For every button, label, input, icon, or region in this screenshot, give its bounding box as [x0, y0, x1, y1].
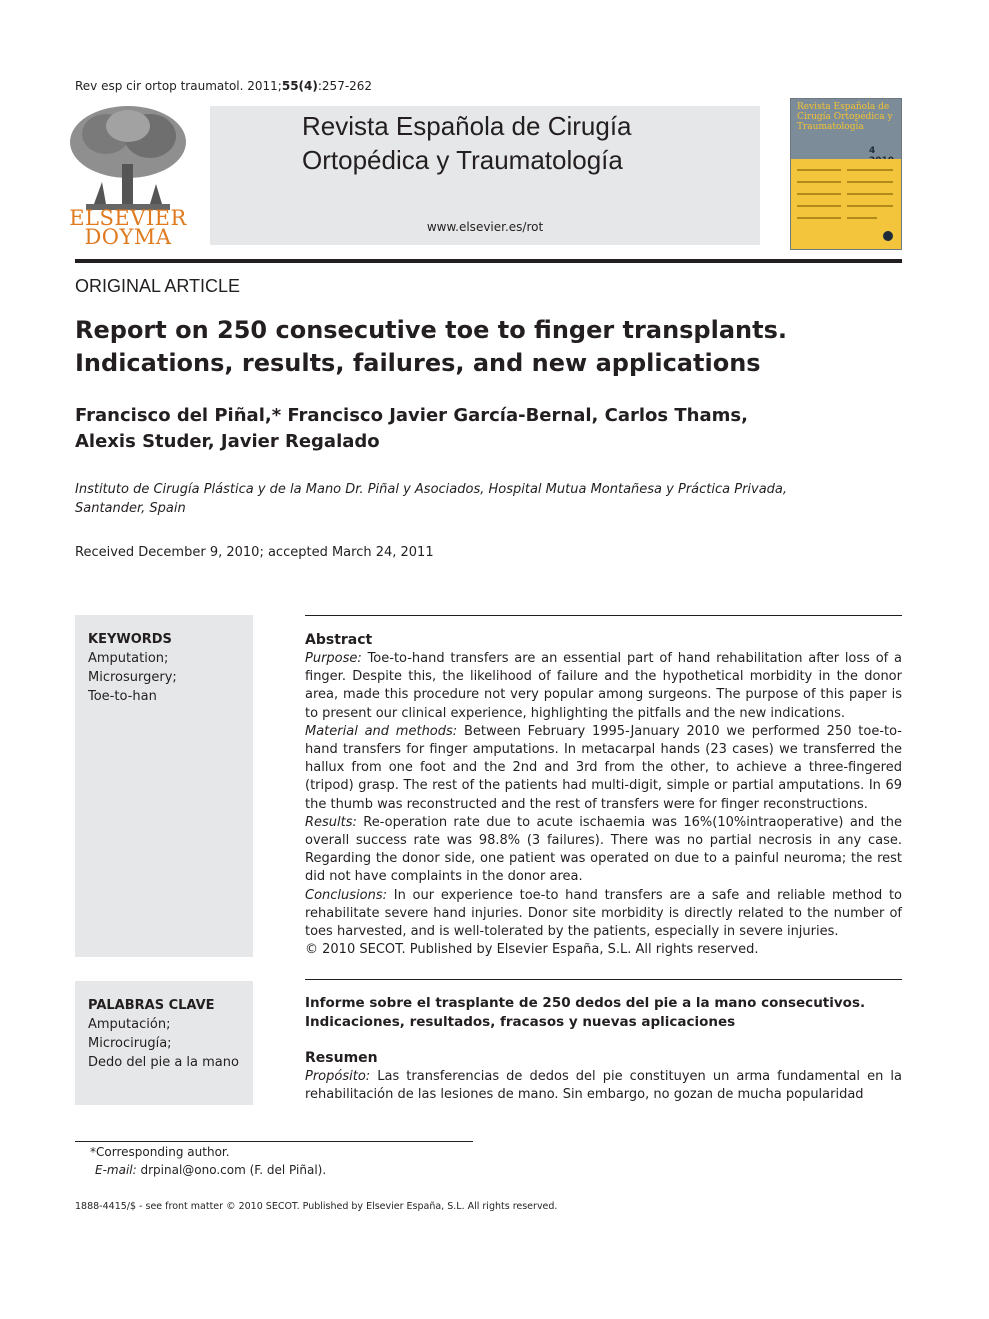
journal-cover-thumbnail: [790, 98, 902, 250]
keyword-item: Dedo del pie a la mano: [88, 1055, 239, 1070]
affiliation: Instituto de Cirugía Plástica y de la Mano Dr. Piñal y Asociados, Hospital Mutua Montañesa y Práctica Privada, Santander, Spain: [75, 482, 788, 516]
keyword-item: Amputation;: [88, 651, 169, 666]
abstract-purpose: Purpose: Toe-to-hand transfers are an essential part of hand rehabilitation after loss of a finger. Despite this, the likelihood of failure and the hypothetical morbidity in the donor area, made this procedure not very popular among surgeons. The purpose of this paper is to present our clinical experience, highlighting the pitfalls and the new indications.: [305, 651, 902, 721]
abstract-conclusions: Conclusions: In our experience toe-to hand transfers are a safe and reliable method to rehabilitate severe hand injuries. Donor site morbidity is directly related to the number of toes harvested, and is well-tolerated by the patients, especially in severe injuries.: [305, 887, 902, 940]
cover-contents-band: [791, 159, 901, 249]
cover-issue: 4: [869, 146, 876, 156]
keyword-item: Amputación;: [88, 1017, 171, 1032]
corresponding-author-note: *Corresponding author.: [90, 1145, 230, 1159]
author-list: Francisco del Piñal,* Francisco Javier García-Bernal, Carlos Thams, Alexis Studer, Javier Regalado: [75, 405, 748, 452]
logo-elsevier-text: ELSEVIER: [69, 206, 187, 230]
abstract-methods: Material and methods: Between February 1995-January 2010 we performed 250 toe-to-hand transfers for finger amputations. In metacarpal hands (23 cases) we transferred the hallux from one foot and the 2nd and 3rd from the other, to achieve a three-fingered (tripod) grasp. The rest of the patients had multi-digit, simple or partial amputations. In 69 the thumb was reconstructed and the rest of transfers were for finger reconstructions.: [305, 723, 902, 812]
elsevier-tree-icon: [66, 104, 190, 212]
journal-title: Revista Española de Cirugía Ortopédica y Traumatología: [302, 111, 632, 175]
resumen-proposito: Propósito: Las transferencias de dedos del pie constituyen un arma fundamental en la rehabilitación de las lesiones de mano. Sin embargo, no gozan de mucha popularidad: [305, 1069, 902, 1103]
abstract-top-rule: [305, 615, 902, 616]
palabras-clave-heading: PALABRAS CLAVE: [88, 998, 215, 1013]
keyword-item: Microcirugía;: [88, 1036, 172, 1051]
logo-doyma-text: DOYMA: [84, 225, 172, 249]
keywords-heading: KEYWORDS: [88, 632, 172, 647]
publisher-logo: [66, 104, 190, 249]
abstract-heading: Abstract: [305, 632, 373, 648]
keyword-item: Microsurgery;: [88, 670, 177, 685]
header-rule: [75, 259, 902, 263]
abstract-english: [305, 631, 902, 959]
abstract-divider-rule: [305, 979, 902, 980]
received-dates: Received December 9, 2010; accepted March 24, 2011: [75, 545, 434, 560]
abstract-copyright: © 2010 SECOT. Published by Elsevier España, S.L. All rights reserved.: [305, 942, 759, 958]
journal-header-box: [210, 106, 760, 245]
keywords-box: [75, 615, 253, 957]
corresponding-email: E-mail: drpinal@ono.com (F. del Piñal).: [95, 1163, 327, 1177]
abstract-results: Results: Re-operation rate due to acute ischaemia was 16%(10%intraoperative) and the overall success rate was 98.8% (3 failures). There was no partial necrosis in any case. Regarding the donor side, one patient was operated on due to a painful neuroma; the rest did not have complaints in the donor area.: [305, 814, 902, 885]
cover-title: Revista Española de Cirugía Ortopédica y Traumatología: [797, 102, 893, 132]
article-type: ORIGINAL ARTICLE: [75, 276, 241, 296]
article-title: Report on 250 consecutive toe to finger transplants. Indications, results, failures, and new applications: [75, 316, 787, 377]
journal-citation: Rev esp cir ortop traumatol. 2011;55(4):257-262: [75, 79, 373, 93]
resumen-heading: Resumen: [305, 1050, 378, 1066]
journal-url[interactable]: www.elsevier.es/rot: [426, 220, 544, 234]
resumen-spanish: [305, 1049, 902, 1105]
keyword-item: Toe-to-han: [88, 689, 157, 704]
palabras-clave-box: [75, 981, 253, 1105]
cover-logo-icon: [883, 231, 893, 241]
spanish-title: Informe sobre el trasplante de 250 dedos del pie a la mano consecutivos. Indicaciones, resultados, fracasos y nuevas aplicaciones: [305, 995, 866, 1030]
issn-line: 1888-4415/$ - see front matter © 2010 SECOT. Published by Elsevier España, S.L. All rights reserved.: [75, 1201, 558, 1212]
footnote-rule: [75, 1141, 473, 1142]
